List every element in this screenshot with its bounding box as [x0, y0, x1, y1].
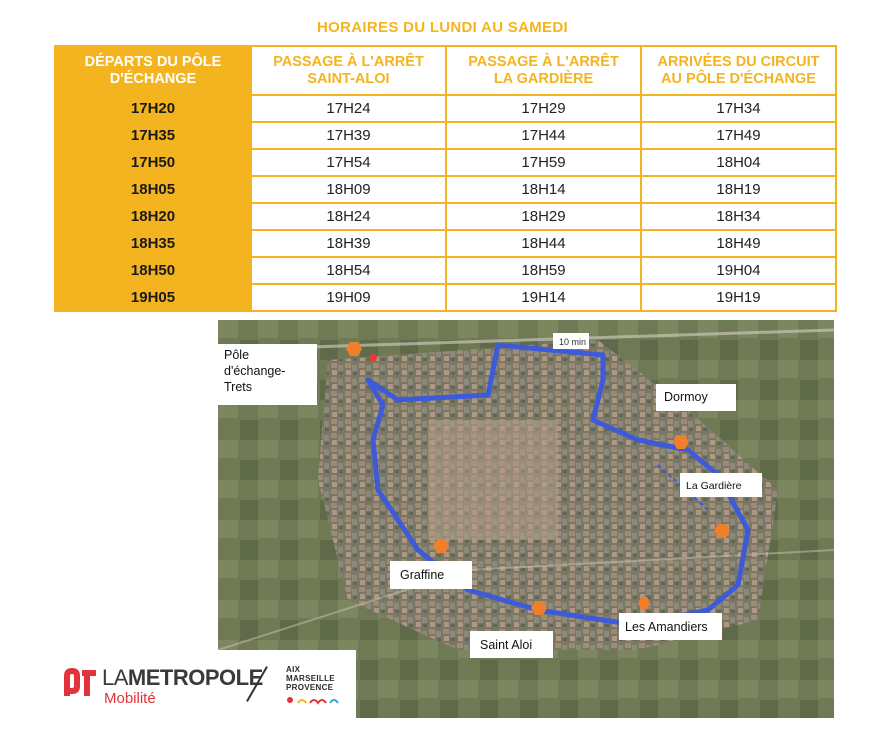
arrival-time: 18H49: [641, 230, 836, 257]
la-gardiere-time: 17H59: [446, 149, 641, 176]
departure-time: 17H20: [55, 95, 251, 122]
la-gardiere-time: 17H29: [446, 95, 641, 122]
poi-pin-icon: [369, 354, 377, 362]
saint-aloi-time: 17H54: [251, 149, 446, 176]
departure-time: 17H35: [55, 122, 251, 149]
arrival-time: 17H34: [641, 95, 836, 122]
map-label-la-gardiere: La Gardière: [680, 473, 762, 497]
header-departs: DÉPARTS DU PÔLE D'ÉCHANGE: [55, 46, 251, 95]
table-row: [55, 284, 836, 311]
table-header-row: [55, 46, 836, 95]
saint-aloi-time: 17H24: [251, 95, 446, 122]
arrival-time: 17H49: [641, 122, 836, 149]
map-label-dormoy: Dormoy: [656, 384, 736, 411]
arrival-time: 18H34: [641, 203, 836, 230]
departure-time: 19H05: [55, 284, 251, 311]
brand-main: METROPOLE: [127, 665, 263, 690]
partner-line: PROVENCE: [286, 683, 334, 692]
la-gardiere-time: 18H14: [446, 176, 641, 203]
arrival-time: 18H04: [641, 149, 836, 176]
arrival-time: 19H04: [641, 257, 836, 284]
table-row: [55, 95, 836, 122]
departure-time: 18H35: [55, 230, 251, 257]
metropole-logo: [54, 650, 356, 718]
brand-subtitle: Mobilité: [104, 690, 156, 707]
header-arrivees: ARRIVÉES DU CIRCUIT AU PÔLE D'ÉCHANGE: [641, 46, 836, 95]
partner-line: MARSEILLE: [286, 674, 335, 683]
arrival-time: 19H19: [641, 284, 836, 311]
departure-time: 17H50: [55, 149, 251, 176]
header-la-gardiere: PASSAGE À L'ARRÊT LA GARDIÈRE: [446, 46, 641, 95]
la-gardiere-time: 17H44: [446, 122, 641, 149]
map-label-saint-aloi: Saint Aloi: [470, 631, 553, 658]
saint-aloi-time: 18H39: [251, 230, 446, 257]
saint-aloi-time: 17H39: [251, 122, 446, 149]
saint-aloi-time: 19H09: [251, 284, 446, 311]
table-row: [55, 257, 836, 284]
table-row: [55, 176, 836, 203]
table-row: [55, 122, 836, 149]
table-row: [55, 203, 836, 230]
saint-aloi-time: 18H54: [251, 257, 446, 284]
metropole-mark-icon: [62, 666, 98, 700]
la-gardiere-time: 19H14: [446, 284, 641, 311]
arrival-time: 18H19: [641, 176, 836, 203]
map-label-amandiers: Les Amandiers: [619, 613, 722, 640]
duration-chip-text: 10 min: [559, 337, 587, 347]
saint-aloi-time: 18H24: [251, 203, 446, 230]
departure-time: 18H20: [55, 203, 251, 230]
header-saint-aloi: PASSAGE À L'ARRÊT SAINT-ALOI: [251, 46, 446, 95]
partner-logo: [286, 665, 335, 692]
partner-line: AIX: [286, 665, 301, 674]
brand-prefix: LA: [102, 665, 128, 690]
la-gardiere-time: 18H29: [446, 203, 641, 230]
departure-time: 18H05: [55, 176, 251, 203]
partner-wave-icon: [286, 695, 344, 707]
map-label-graffine: Graffine: [390, 561, 472, 589]
saint-aloi-time: 18H09: [251, 176, 446, 203]
departure-time: 18H50: [55, 257, 251, 284]
map-label-pole: Pôle d'échange- Trets: [218, 344, 317, 405]
table-row: [55, 149, 836, 176]
schedule-table: [54, 45, 837, 312]
table-row: [55, 230, 836, 257]
la-gardiere-time: 18H44: [446, 230, 641, 257]
schedule-title: HORAIRES DU LUNDI AU SAMEDI: [317, 19, 568, 36]
brand-name: [102, 665, 263, 691]
la-gardiere-time: 18H59: [446, 257, 641, 284]
